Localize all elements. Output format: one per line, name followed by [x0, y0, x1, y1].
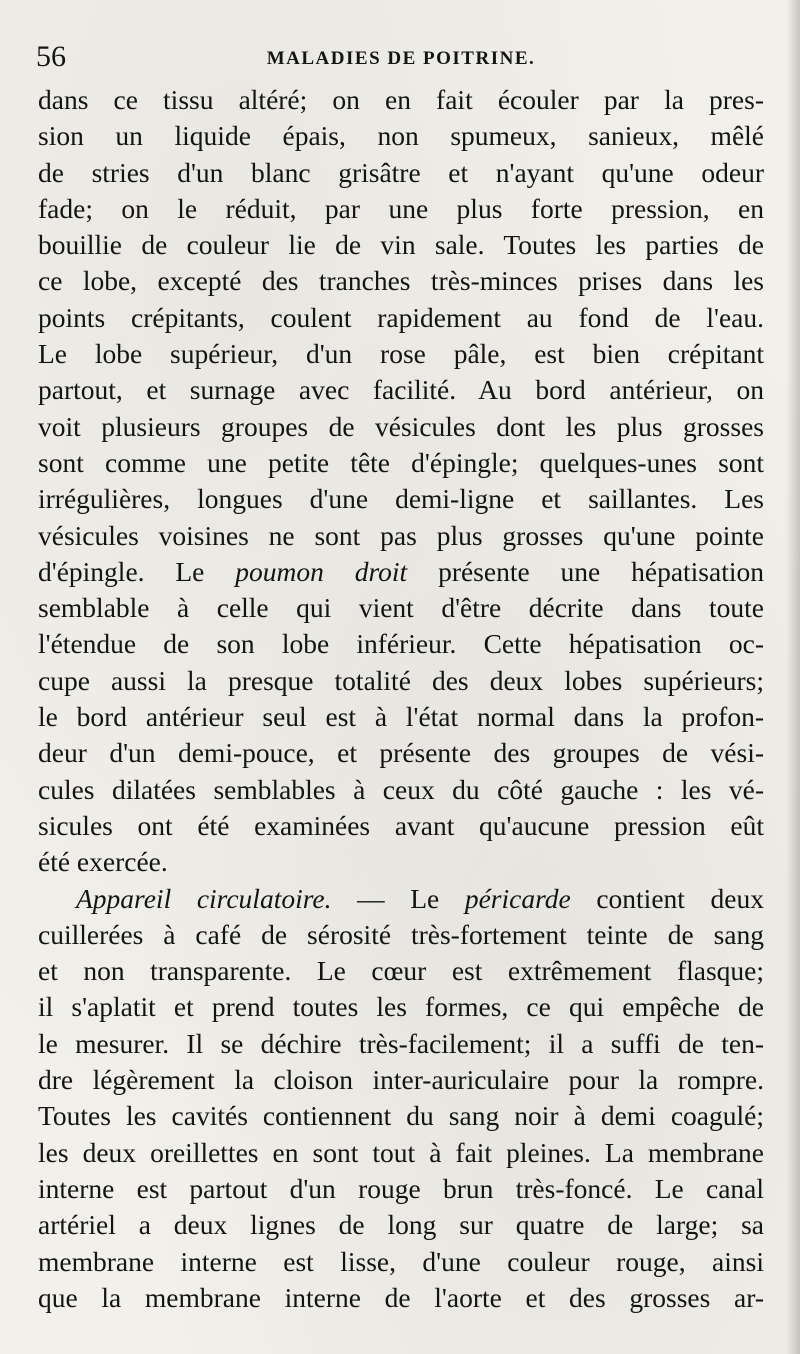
italic-term: péricarde [464, 882, 571, 914]
text-line: sont comme une petite tête d'épingle; quelques-unes sont [38, 446, 764, 478]
body-text [38, 82, 764, 1316]
text-line: Le lobe supérieur, d'un rose pâle, est bien crépitant [38, 338, 764, 370]
text-line: sicules ont été examinées avant qu'aucune pression eût [38, 809, 764, 841]
text-line: artériel a deux lignes de long sur quatre de large; sa [38, 1209, 764, 1241]
text-line: partout, et surnage avec facilité. Au bord antérieur, on [38, 374, 764, 406]
text-line: deur d'un demi-pouce, et présente des groupes de vési- [38, 737, 764, 769]
text-line: membrane interne est lisse, d'une couleur rouge, ainsi [38, 1245, 764, 1277]
text-line: été exercée. [38, 846, 168, 878]
text-line: Toutes les cavités contiennent du sang noir à demi coagulé; [38, 1100, 764, 1132]
page-header [36, 40, 766, 76]
italic-term: poumon droit [235, 555, 408, 587]
text-line: sion un liquide épais, non spumeux, sanieux, mêlé [38, 120, 764, 152]
text-line: irrégulières, longues d'une demi-ligne et saillantes. Les [38, 483, 764, 515]
running-title: MALADIES DE POITRINE. [266, 48, 536, 69]
page-number: 56 [36, 40, 66, 73]
section-heading-line: Appareil circulatoire. — Le péricarde contient deux [76, 882, 764, 914]
text-line: les deux oreillettes en sont tout à fait pleines. La membrane [38, 1136, 764, 1168]
text-line: il s'aplatit et prend toutes les formes, ce qui empêche de [38, 991, 764, 1023]
text-line: bouillie de couleur lie de vin sale. Toutes les parties de [38, 229, 764, 261]
text-line: l'étendue de son lobe inférieur. Cette hépatisation oc- [38, 628, 764, 660]
section-heading: Appareil circulatoire. [76, 882, 332, 914]
text-line: voit plusieurs groupes de vésicules dont les plus grosses [38, 410, 764, 442]
text-line: cuillerées à café de sérosité très-fortement teinte de sang [38, 918, 764, 950]
text-line: fade; on le réduit, par une plus forte pression, en [38, 192, 764, 224]
text-line: interne est partout d'un rouge brun très-foncé. Le canal [38, 1172, 764, 1204]
text-line: dans ce tissu altéré; on en fait écouler par la pres- [38, 84, 764, 115]
text-line: que la membrane interne de l'aorte et des grosses ar- [38, 1281, 764, 1313]
text-line: le bord antérieur seul est à l'état normal dans la profon- [38, 701, 764, 733]
text-line: points crépitants, coulent rapidement au fond de l'eau. [38, 301, 764, 333]
text-line: dre légèrement la cloison inter-auriculaire pour la rompre. [38, 1064, 764, 1096]
text-line: le mesurer. Il se déchire très-facilement; il a suffi de ten- [38, 1027, 764, 1059]
text-line: et non transparente. Le cœur est extrêmement flasque; [38, 955, 764, 987]
text-line: semblable à celle qui vient d'être décrite dans toute [38, 592, 764, 624]
text-line: ce lobe, excepté des tranches très-minces prises dans les [38, 265, 764, 297]
text-line: cules dilatées semblables à ceux du côté gauche : les vé- [38, 773, 764, 805]
page-edge-shadow [786, 0, 800, 1354]
text-line: d'épingle. Le poumon droit présente une hépatisation [38, 555, 764, 587]
text-line: cupe aussi la presque totalité des deux lobes supérieurs; [38, 664, 764, 696]
text-line: de stries d'un blanc grisâtre et n'ayant qu'une odeur [38, 156, 764, 188]
text-line: vésicules voisines ne sont pas plus grosses qu'une pointe [38, 519, 764, 551]
